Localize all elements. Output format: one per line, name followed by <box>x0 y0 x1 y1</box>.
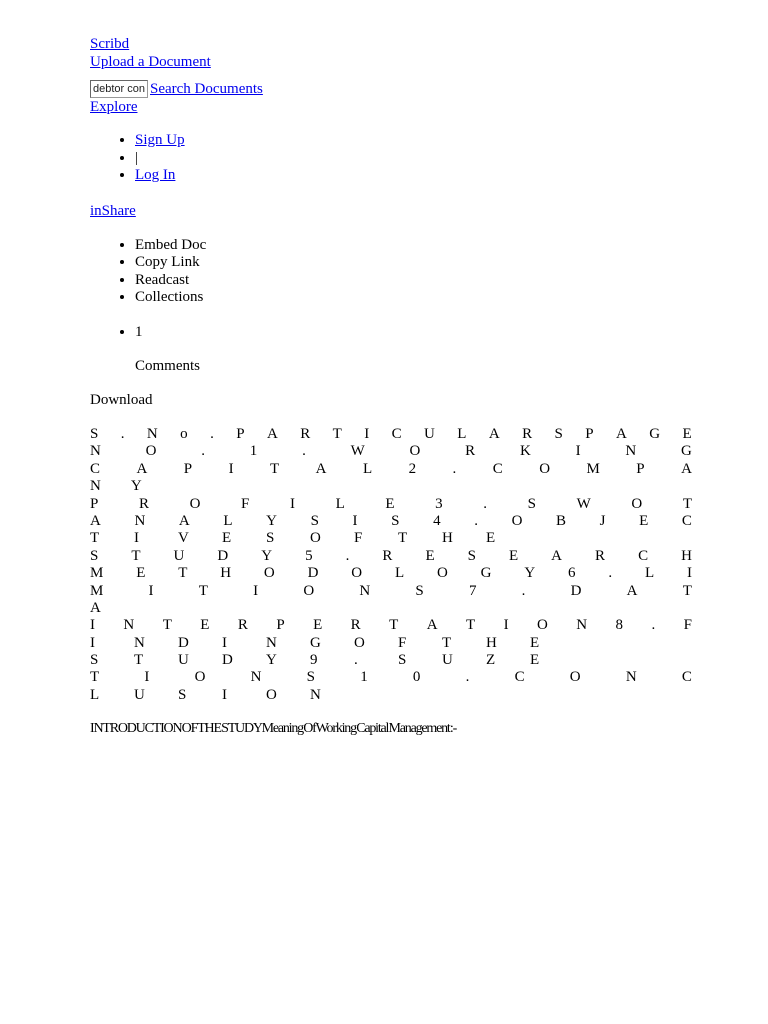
toc-line: M I T I O N S 7 . D A T <box>90 582 692 599</box>
share-option-embed-doc[interactable]: • Embed Doc <box>135 237 710 255</box>
introduction-heading: INTRODUCTION OF THE STUDY Meaning Of Working Capital Management :- <box>90 721 457 737</box>
scribd-link[interactable]: Scribd <box>90 36 130 52</box>
toc-line: A <box>90 599 101 616</box>
comments-link[interactable]: Comments <box>135 358 201 374</box>
toc-line: M E T H O D O L O G Y 6 . L I <box>90 565 692 582</box>
upload-document-link[interactable]: Upload a Document <box>90 54 211 70</box>
menu-separator: | <box>135 149 139 166</box>
search-documents-link[interactable]: Search Documents <box>150 81 263 97</box>
toc-line: N O . 1 . W O R K I N G <box>90 443 692 460</box>
share-option-collections[interactable]: • Collections <box>135 289 710 307</box>
signup-item <box>135 132 710 150</box>
download-button[interactable]: Download <box>90 392 153 408</box>
share-options-list <box>90 237 710 307</box>
toc-line: T I O N S 1 0 . C O N C <box>90 669 692 686</box>
toc-line: L U S I O N <box>90 686 321 703</box>
separator-item <box>135 150 710 168</box>
table-of-contents <box>90 426 692 704</box>
comment-count-item <box>135 324 710 342</box>
login-link[interactable]: Log In <box>135 167 176 183</box>
search-input[interactable]: debtor con <box>90 80 148 98</box>
toc-line: S T U D Y 9 . S U Z E <box>90 652 540 669</box>
toc-line: C A P I T A L 2 . C O M P A <box>90 460 692 477</box>
account-menu <box>90 132 710 185</box>
toc-line: N Y <box>90 478 142 495</box>
share-option-copy-link[interactable]: • Copy Link <box>135 254 710 272</box>
toc-line: I N T E R P E R T A T I O N 8 . F <box>90 617 692 634</box>
search-bar <box>90 72 710 98</box>
toc-line: T I V E S O F T H E <box>90 530 496 547</box>
toc-line: S T U D Y 5 . R E S E A R C H <box>90 547 692 564</box>
toc-line: I N D I N G O F T H E <box>90 634 540 651</box>
signup-link[interactable]: Sign Up <box>135 132 185 148</box>
toc-line: P R O F I L E 3 . S W O T <box>90 495 692 512</box>
explore-link[interactable]: Explore <box>90 99 138 115</box>
comment-count: 1 <box>135 323 143 340</box>
toc-line: A N A L Y S I S 4 . O B J E C <box>90 512 692 529</box>
toc-line: S . N o . P A R T I C U L A R S P A G E <box>90 426 692 442</box>
document-page <box>90 35 710 737</box>
share-option-readcast[interactable]: • Readcast <box>135 272 710 290</box>
inshare-link[interactable]: inShare <box>90 202 136 219</box>
comment-count-list <box>90 324 710 342</box>
login-item <box>135 167 710 185</box>
